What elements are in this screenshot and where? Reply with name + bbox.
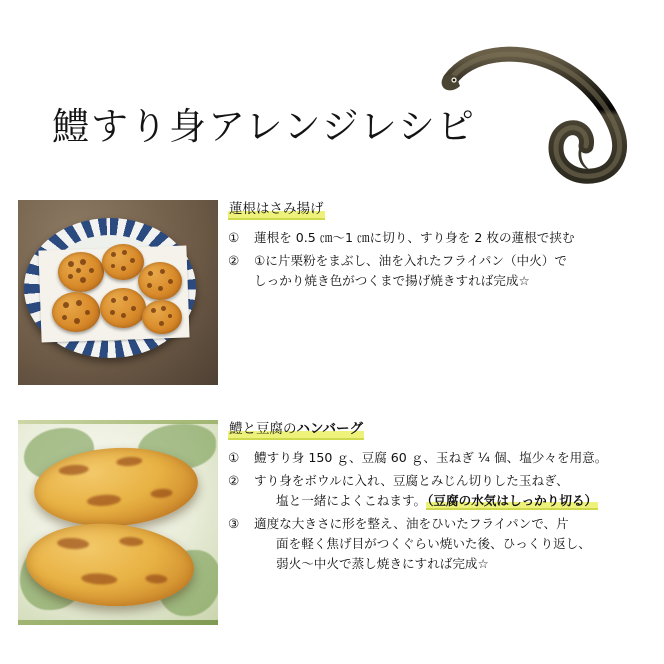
- hamburg-content: [228, 420, 652, 577]
- step-number: ③: [228, 516, 240, 531]
- steps-list-lotus-root: [228, 228, 652, 291]
- recipe-step: [228, 471, 652, 511]
- step-line: 鱧すり身 150 ｇ、豆腐 60 ｇ、玉ねぎ ¼ 個、塩少々を用意。: [254, 450, 608, 465]
- step-line: すり身をボウルに入れ、豆腐とみじん切りした玉ねぎ、: [254, 473, 569, 488]
- step-number: ①: [228, 230, 240, 245]
- section-heading-lotus-root: [228, 200, 325, 220]
- step-line-highlight: （豆腐の水気はしっかり切る）: [427, 493, 598, 508]
- step-number: ②: [228, 473, 240, 488]
- step-line-text: 塩と一緒によくこねます。: [276, 493, 427, 508]
- recipe-step: [228, 448, 652, 468]
- page-title: 鱧すり身アレンジレシピ: [52, 105, 476, 148]
- lotus-root-fritters-photo: [18, 200, 218, 385]
- step-line: しっかり焼き色がつくまで揚げ焼きすれば完成☆: [254, 273, 530, 288]
- step-number: ①: [228, 450, 240, 465]
- hamburg-steak-photo: [18, 420, 218, 625]
- step-line: 面を軽く焦げ目がつくぐらい焼いた後、ひっくり返し、: [276, 536, 591, 551]
- eel-illustration: [430, 28, 645, 188]
- step-line: 蓮根を 0.5 ㎝〜1 ㎝に切り、すり身を 2 枚の蓮根で挟む: [254, 230, 575, 245]
- step-line: 適度な大きさに形を整え、油をひいたフライパンで、片: [254, 516, 569, 531]
- steps-list-hamburg: [228, 448, 652, 574]
- step-number: ②: [228, 253, 240, 268]
- step-line: [254, 491, 652, 511]
- recipe-step: [228, 251, 652, 291]
- section-heading-text: 鱧と豆腐の: [229, 421, 297, 437]
- section-heading-hamburg: [228, 420, 364, 440]
- section-heading-bold-text: ハンバーグ: [296, 421, 364, 437]
- lotus-root-content: [228, 200, 652, 294]
- section-heading-text: 蓮根はさみ揚げ: [229, 201, 324, 217]
- step-line: 弱火〜中火で蒸し焼きにすれば完成☆: [276, 556, 489, 571]
- recipe-step: [228, 514, 652, 574]
- recipe-step: [228, 228, 652, 248]
- step-line: ①に片栗粉をまぶし、油を入れたフライパン（中火）で: [254, 253, 567, 268]
- title-area: [0, 10, 664, 190]
